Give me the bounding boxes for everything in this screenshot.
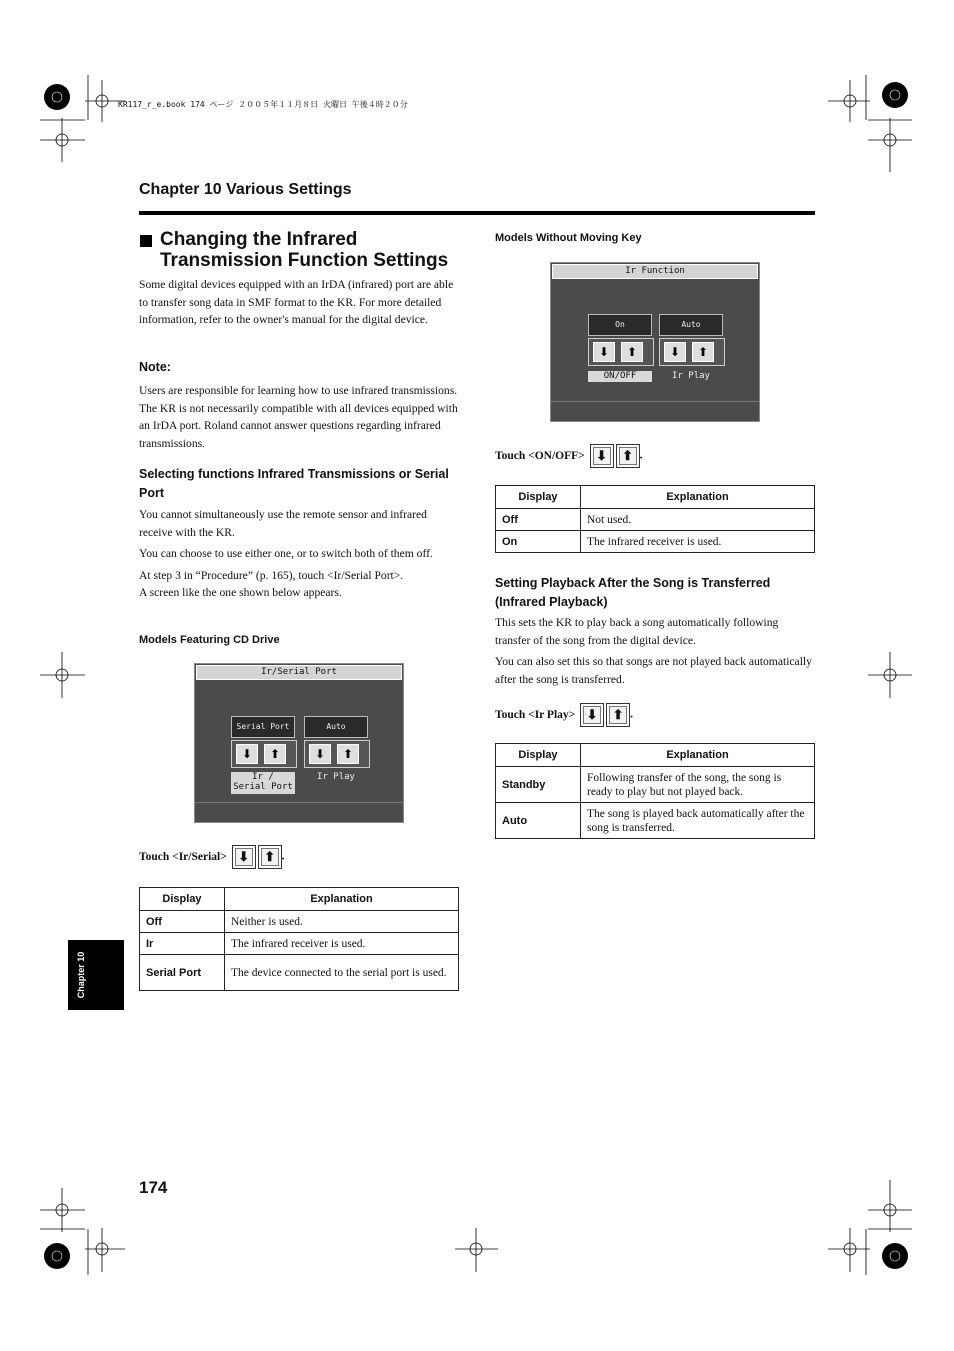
table-header-display: Display xyxy=(140,888,225,911)
table-header-display: Display xyxy=(496,744,581,767)
chapter-side-tab-label: Chapter 10 xyxy=(76,951,86,999)
ir-play-table xyxy=(495,743,815,839)
touch-ir-play: Touch <Ir Play> ⬇ ⬆ . xyxy=(495,703,633,727)
section-title-line1: Changing the Infrared xyxy=(160,229,358,250)
up-arrow-icon[interactable]: ⬆ xyxy=(258,845,282,869)
ir-play-label: Ir Play xyxy=(317,772,355,782)
down-arrow-icon[interactable]: ⬇ xyxy=(590,444,614,468)
screen-title: Ir/Serial Port xyxy=(196,665,402,680)
on-value-box: On xyxy=(588,314,652,336)
sub-heading-left: Selecting functions Infrared Transmissions or Serial Port xyxy=(139,467,449,500)
models-label-no-moving-key: Models Without Moving Key xyxy=(495,232,642,244)
paragraph-2: You can choose to use either one, or to switch both of them off. xyxy=(139,547,433,561)
paragraph-3a: At step 3 in “Procedure” (p. 165), touch <Ir/Serial Port>. xyxy=(139,568,404,582)
up-arrow-icon[interactable]: ⬆ xyxy=(692,342,714,362)
down-arrow-icon[interactable]: ⬇ xyxy=(236,744,258,764)
table-row: Serial Port The device connected to the serial port is used. xyxy=(140,955,459,991)
up-arrow-icon[interactable]: ⬆ xyxy=(337,744,359,764)
auto-value-box: Auto xyxy=(304,716,368,738)
note-heading: Note: xyxy=(139,360,171,374)
ir-serial-table xyxy=(139,887,459,991)
up-arrow-icon[interactable]: ⬆ xyxy=(616,444,640,468)
header-rule xyxy=(139,211,815,215)
table-header-explanation: Explanation xyxy=(581,744,815,767)
models-label-cd: Models Featuring CD Drive xyxy=(139,634,280,646)
right-paragraph-2: You can also set this so that songs are not played back automatically after the song is transferred. xyxy=(495,655,812,686)
down-arrow-icon[interactable]: ⬇ xyxy=(309,744,331,764)
right-paragraph-1: This sets the KR to play back a song automatically following transfer of the song from the digital device. xyxy=(495,616,779,647)
auto-value-box: Auto xyxy=(659,314,723,336)
ir-function-screen xyxy=(550,262,760,422)
screen-title: Ir Function xyxy=(552,264,758,279)
section-title xyxy=(160,229,448,271)
on-off-table xyxy=(495,485,815,553)
paragraph-3b: A screen like the one shown below appears. xyxy=(139,586,342,600)
section-title-line2: Transmission Function Settings xyxy=(160,250,449,271)
chapter-title: Chapter 10 Various Settings xyxy=(139,181,352,198)
table-header-explanation: Explanation xyxy=(225,888,459,911)
table-row: On The infrared receiver is used. xyxy=(496,531,815,553)
file-info-line: KR117_r_e.book 174 ページ ２００５年１１月８日 火曜日 午後４時２０分 xyxy=(118,100,408,109)
ir-serial-port-screen xyxy=(194,663,404,823)
table-row: Auto The song is played back automatically after the song is transferred. xyxy=(496,803,815,839)
on-off-label: ON/OFF xyxy=(588,371,652,382)
sub-heading-right: Setting Playback After the Song is Transferred (Infrared Playback) xyxy=(495,576,771,609)
up-arrow-icon[interactable]: ⬆ xyxy=(264,744,286,764)
paragraph-1: You cannot simultaneously use the remote sensor and infrared receive with the KR. xyxy=(139,508,427,539)
chapter-side-tab xyxy=(68,940,124,1010)
ir-play-label: Ir Play xyxy=(672,371,710,381)
square-bullet-icon xyxy=(140,235,152,247)
table-row: Standby Following transfer of the song, the song is ready to play but not played back. xyxy=(496,767,815,803)
table-row: Off Neither is used. xyxy=(140,911,459,933)
down-arrow-icon[interactable]: ⬇ xyxy=(232,845,256,869)
touch-on-off: Touch <ON/OFF> ⬇ ⬆ . xyxy=(495,444,642,468)
ir-serial-label: Ir / Serial Port xyxy=(231,772,295,794)
table-row: Off Not used. xyxy=(496,509,815,531)
touch-ir-serial: Touch <Ir/Serial> ⬇ ⬆ . xyxy=(139,845,285,869)
down-arrow-icon[interactable]: ⬇ xyxy=(664,342,686,362)
down-arrow-icon[interactable]: ⬇ xyxy=(580,703,604,727)
serial-port-value-box: Serial Port xyxy=(231,716,295,738)
table-row: Ir The infrared receiver is used. xyxy=(140,933,459,955)
table-header-display: Display xyxy=(496,486,581,509)
up-arrow-icon[interactable]: ⬆ xyxy=(621,342,643,362)
up-arrow-icon[interactable]: ⬆ xyxy=(606,703,630,727)
down-arrow-icon[interactable]: ⬇ xyxy=(593,342,615,362)
note-text: Users are responsible for learning how to use infrared transmissions. The KR is not necessarily compatible with all devices equipped with an IrDA port. Roland cannot answer questions regarding infrared transmissions. xyxy=(139,384,458,450)
page-number: 174 xyxy=(139,1178,168,1197)
intro-paragraph: Some digital devices equipped with an IrDA (infrared) port are able to transfer song data in SMF format to the KR. For more detailed information, refer to the owner's manual for the digital device. xyxy=(139,278,454,327)
table-header-explanation: Explanation xyxy=(581,486,815,509)
